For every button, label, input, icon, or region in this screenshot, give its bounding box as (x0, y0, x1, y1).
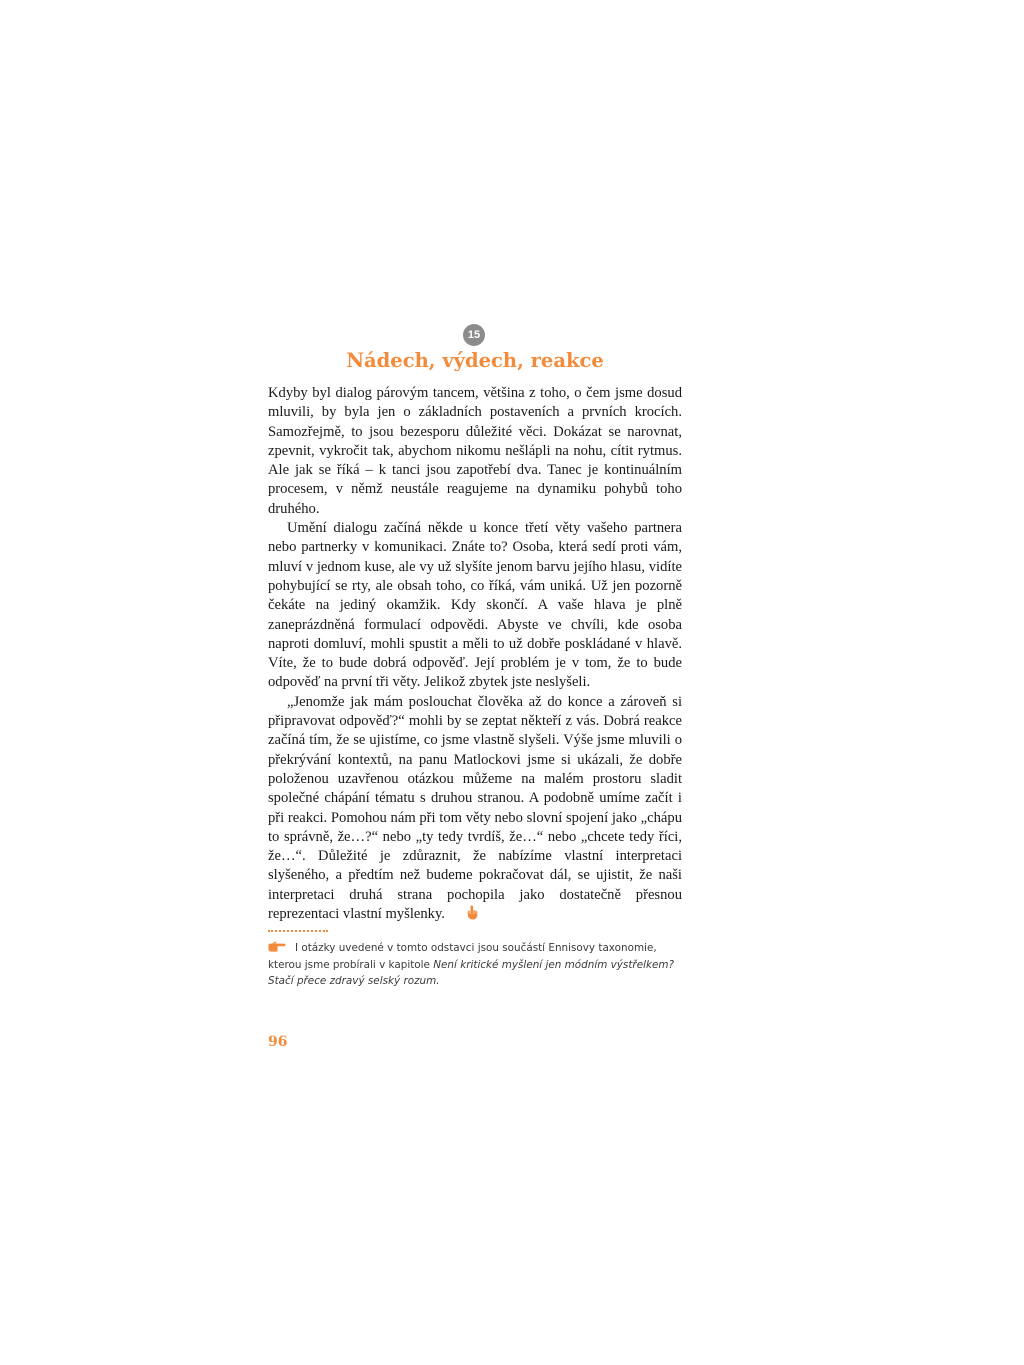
chapter-title: Nádech, výdech, reakce (346, 349, 604, 372)
hand-raised-icon (447, 905, 459, 920)
paragraph-1: Kdyby byl dialog párovým tancem, většina z toho, o čem jsme dosud mluvili, by byla jen o základních postaveních a prvních krocích. Samozřejmě, to jsou bezesporu důležité věci. Dokázat se narovnat, zpevnit, vykročit tak, abychom nikomu nešlápli na nohu, cítit rytmus. Ale jak se říká – k tanci jsou zapotřebí dva. Tanec je kontinuálním procesem, v němž neustále reagujeme na dynamiku pohybů toho druhého. (268, 385, 682, 517)
footnote-divider (268, 930, 328, 935)
pointing-hand-icon (268, 941, 286, 952)
footnote (268, 940, 684, 990)
body-text (268, 384, 682, 924)
paragraph-2: Umění dialogu začíná někde u konce třetí věty vašeho partnera nebo partnerky v komunikaci. Znáte to? Osoba, která sedí proti vám, mluví v jednom kuse, ale vy už slyšíte jenom barvu jejího hlasu, vidíte pohybující se rty, ale obsah toho, co říká, vám uniká. Už jen pozorně čekáte na jediný okamžik. Kdy skončí. A vaše hlava je plně zaneprázdněná formulací odpovědi. Abyste ve chvíli, kde osoba naproti domluví, mohli spustit a měli to už dobře poskládané v hlavě. Víte, že to bude dobrá odpověď. Její problém je v tom, že to bude odpověď na první tři věty. Jelikož zbytek jste neslyšeli. (268, 520, 682, 691)
paragraph-3 (268, 693, 682, 925)
page-number: 96 (268, 1034, 288, 1050)
footnote-chapter-reference: Není kritické myšlení jen módním výstřelkem? Stačí přece zdravý selský rozum. (268, 958, 675, 987)
paragraph-3-text: „Jenomže jak mám poslouchat člověka až do konce a zároveň si připravovat odpověď?“ mohli by se zeptat někteří z vás. Dobrá reakce začíná tím, že se ujistíme, co jsme vlastně slyšeli. Výše jsme mluvili o překrývání kontextů, na panu Matlockovi jsme si ukázali, že dobře položenou uzavřenou otázkou můžeme na malém prostoru sladit společné chápání tématu s druhou stranou. A podobně umíme začít i při reakci. Pomohou nám při tom věty nebo slovní spojení jako „chápu to správně, že…?“ nebo „ty tedy tvrdíš, že…“ nebo „chcete tedy říci, že…“. Důležité je zdůraznit, že nabízíme vlastní interpretaci slyšeného, a předtím než budeme pokračovat dál, se ujistit, že naši interpretaci druhá strana pochopila jako dostatečně přesnou reprezentaci vlastní myšlenky. (268, 693, 682, 923)
footnote-text: I otázky uvedené v tomto odstavci jsou součástí Ennisovy taxonomie, kterou jsme probírali v kapitole (268, 942, 657, 971)
chapter-number-badge: 15 (463, 324, 485, 346)
